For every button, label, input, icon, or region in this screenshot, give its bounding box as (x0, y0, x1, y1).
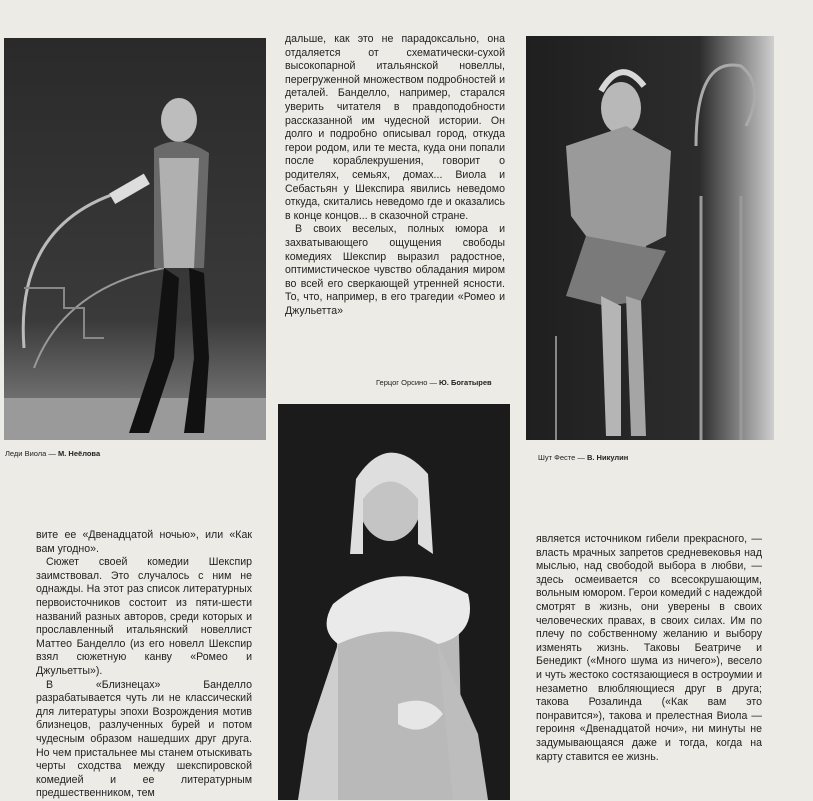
caption-viola-actor: М. Неёлова (58, 449, 101, 458)
caption-feste-role: Шут Фесте — (538, 453, 585, 462)
caption-orsino-actor: Ю. Богатырев (439, 378, 492, 387)
feste-photo-image (526, 36, 774, 440)
text-column-left (36, 529, 252, 801)
orsino-photo-image (278, 404, 510, 800)
photo-feste (526, 36, 774, 440)
caption-feste (538, 453, 628, 462)
caption-orsino-role: Герцог Орсино — (376, 378, 437, 387)
caption-feste-actor: В. Никулин (586, 453, 629, 462)
photo-orsino (278, 404, 510, 800)
paragraph: является источником гибели прекрасного, — власть мрачных запретов средневековья над мыслью, над свободой выбора в любви, — здесь осмеивается со всесокрушающим, вольным юмором. Герои комедий с надеждой смотрят в жизнь, они уверены в своих человеческих правах, в своих силах. Им по плечу по собственному желанию и выбору изменять жизнь. Таковы Беатриче и Бенедикт («Много шума из ничего»), весело и чуть жестоко состязающиеся в остроумии и незаметно влюбляющиеся друг в друга; такова Розалинда («Как вам это понравится»), такова и прелестная Виола — героиня «Двенадцатой ночи», ни минуты не задумывающаяся даже и тогда, когда на карту ставится ее жизнь. (536, 533, 762, 763)
text-column-top (285, 33, 505, 318)
caption-orsino (376, 378, 492, 387)
photo-viola (4, 38, 266, 440)
paragraph: вите ее «Двенадцатой ночью», или «Как вам угодно». (36, 529, 252, 555)
paragraph: В своих веселых, полных юмора и захватывающего ощущения свободы комедиях Шекспир выразил радостное, оптимистическое чувство обладания миром во всей его сверкающей утренней ясности. То, что, например, в его трагедии «Ромео и Джульетта» (285, 223, 505, 317)
text-column-right (536, 533, 762, 764)
caption-viola (5, 449, 100, 458)
paragraph: В «Близнецах» Банделло разрабатывается чуть ли не классический для литературы эпохи Возрождения мотив близнецов, разлученных бурей и потом чудесным образом нашедших друг друга. Но чем пристальнее мы станем отыскивать черты сходства между шекспировской комедией и ее литературным предшественником, тем (36, 678, 252, 800)
viola-photo-image (4, 38, 266, 440)
paragraph: дальше, как это не парадоксально, она отдаляется от схематически-сухой высокопарной итальянской новеллы, перегруженной множеством подробностей и деталей. Банделло, например, старался уверить читателя в правдоподобности рассказанной им чудесной истории. Он долго и подробно описывал город, откуда герои родом, или те места, куда они попали после кораблекрушения, говорит о родителях, семьях, домах... Виола и Себастьян у Шекспира явились неведомо откуда, скитались неведомо где и оказались в конце концов... в сказочной стране. (285, 33, 505, 222)
caption-viola-role: Леди Виола — (5, 449, 56, 458)
paragraph: Сюжет своей комедии Шекспир заимствовал. Это случалось с ним не однажды. На этот раз список литературных первоисточников состоит из пяти-шести названий разных авторов, среди которых и прославленный итальянский новеллист Маттео Банделло (из его новелл Шекспир взял сюжетную канву «Ромео и Джульетты»). (36, 556, 252, 677)
